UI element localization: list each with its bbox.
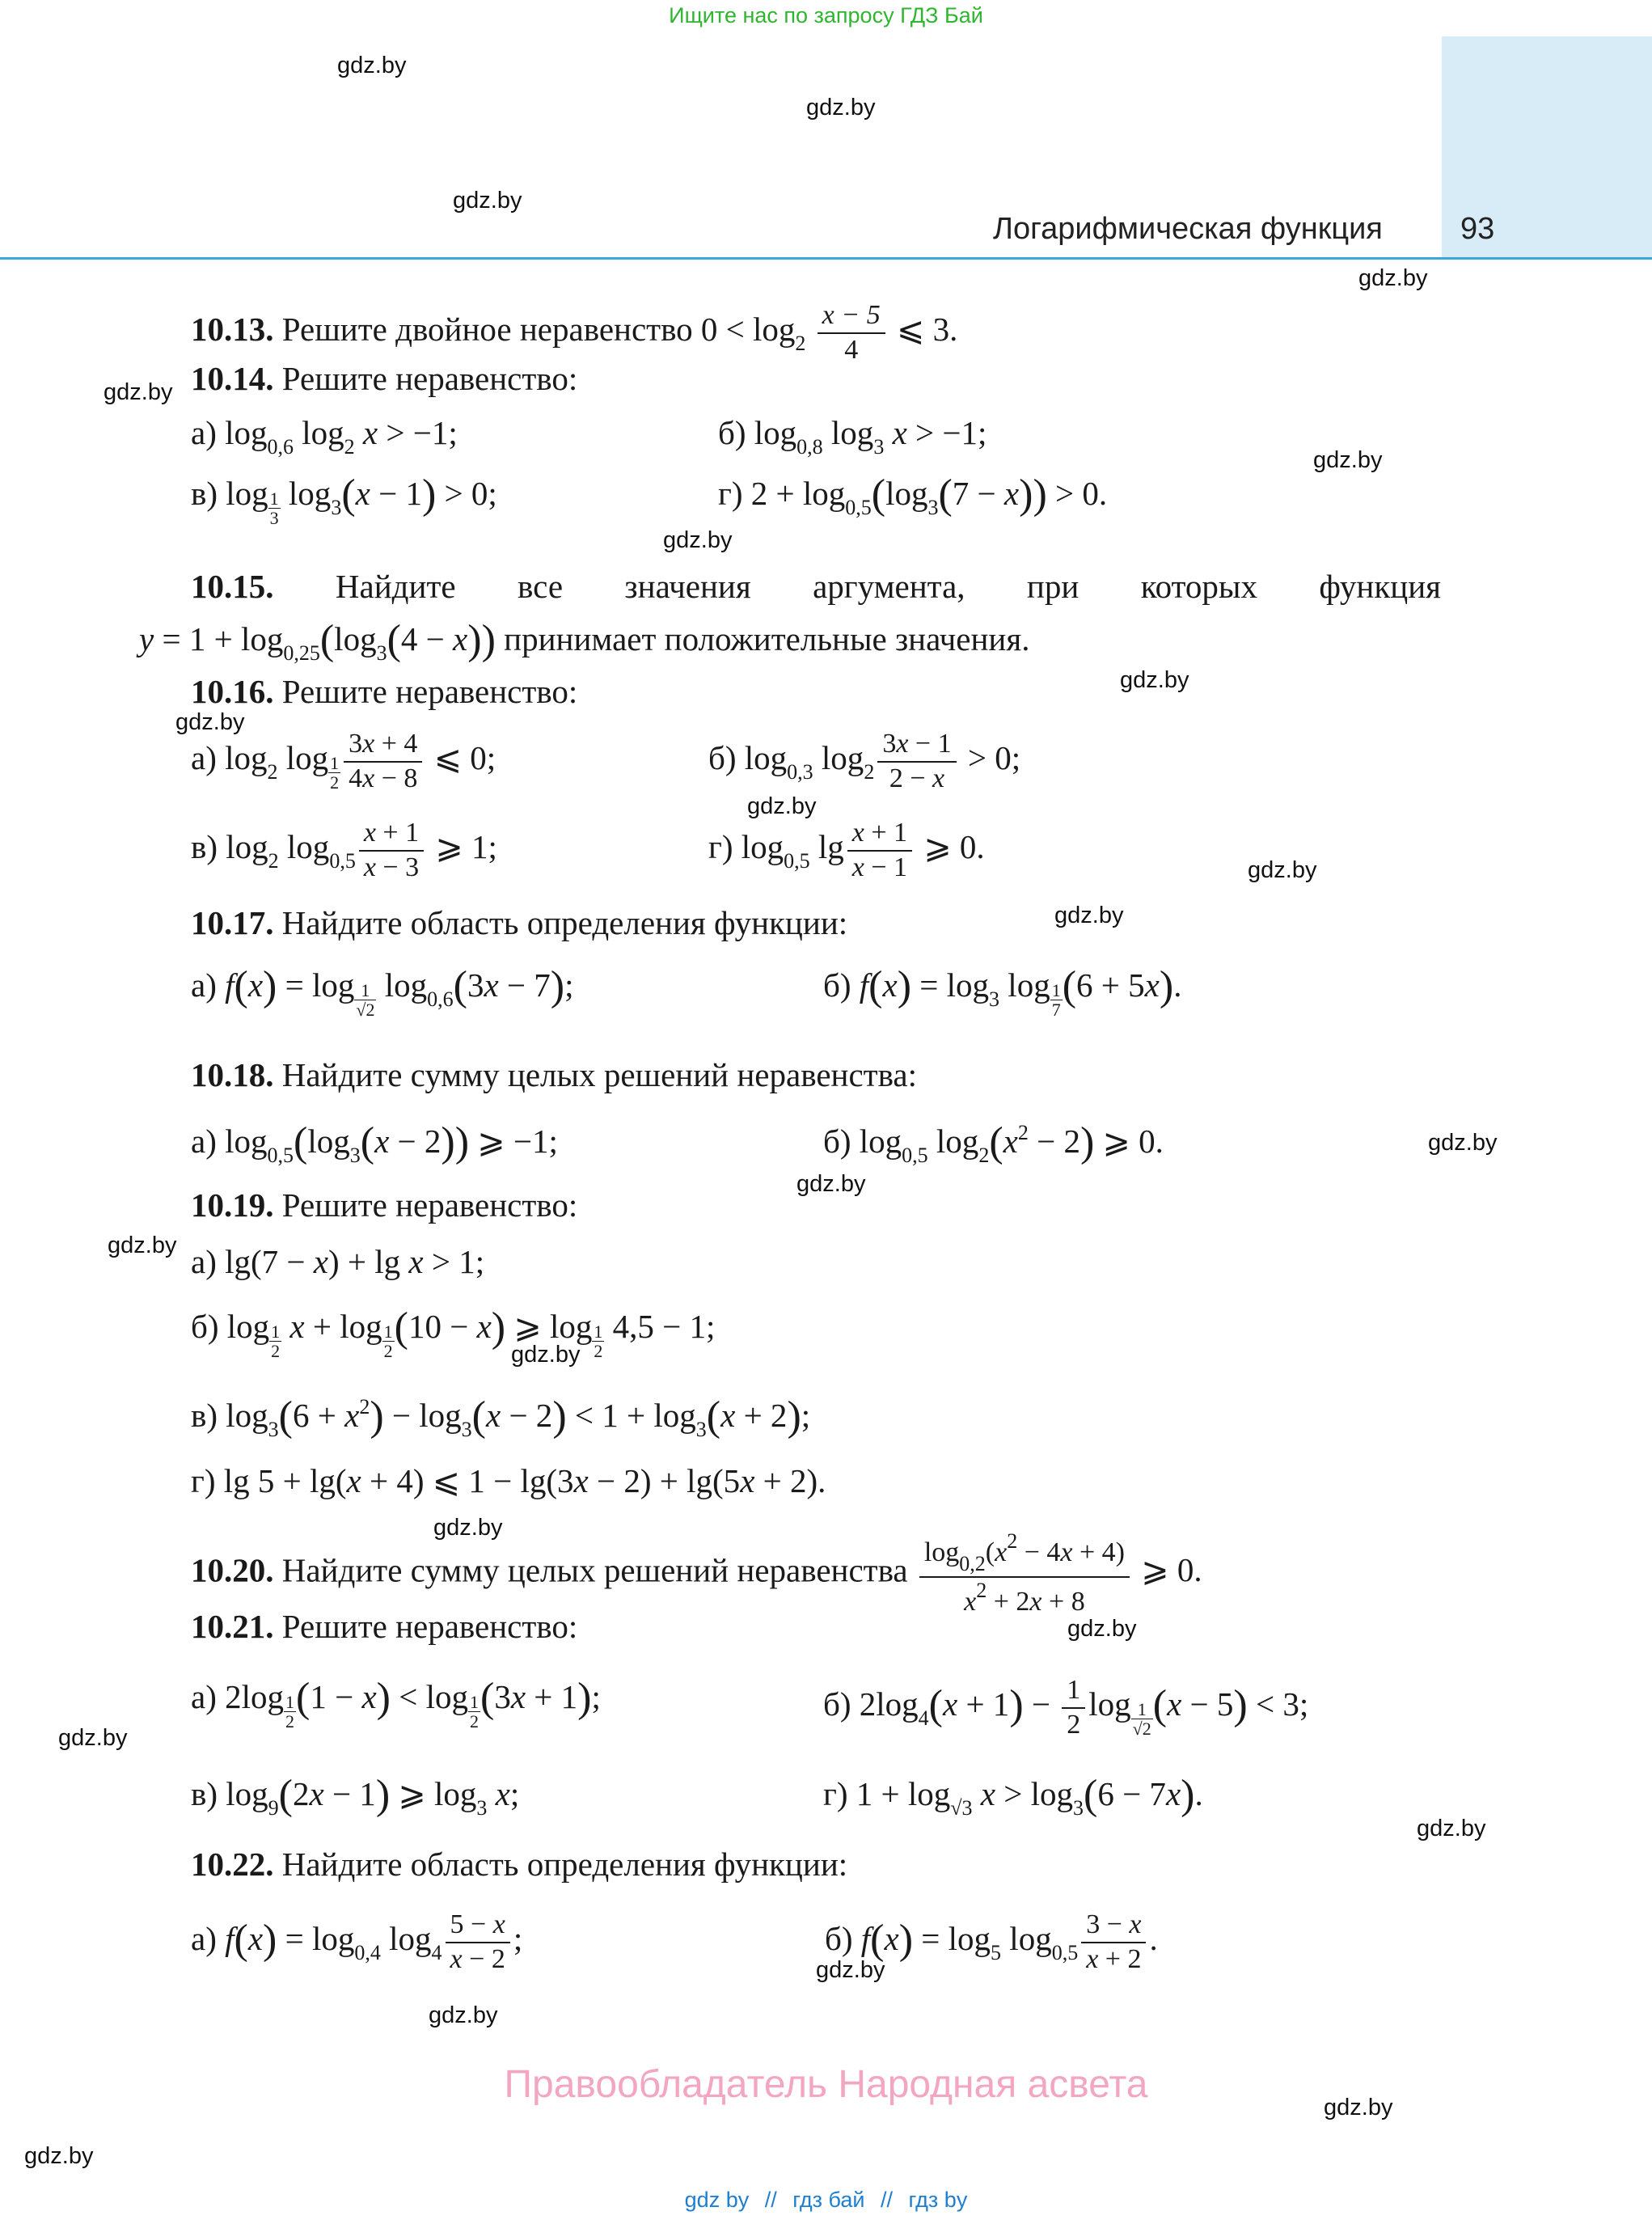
formula-item: б) $f(x) = \log_5 \log_{0,5}$ $\frac{3 - x}{x + 2}$ . [825, 1909, 1158, 1974]
formula-item: б) $\log_{0,8} \log_3 x > -1$; [718, 414, 987, 459]
formula-item: а) $f(x) = \log_{0,4} \log_4$ $\frac{5 - x}{x - 2}$ ; [191, 1909, 523, 1974]
problem-number: 10.21. [191, 1608, 274, 1645]
formula: $0 < \log_2$ $\frac{x - 5}{4}$ ⩽ 3. [700, 300, 958, 365]
watermark: gdz.by [108, 1233, 177, 1258]
watermark: gdz.by [1324, 2095, 1393, 2120]
watermark: gdz.by [511, 1342, 581, 1368]
formula-item: а) $\log_{0,5}(\log_3(x - 2))$ ⩾ −1; [191, 1119, 558, 1167]
watermark: gdz.by [58, 1725, 128, 1751]
formula-item: а) 2log $\frac{1}{2}$ (1 − x) < log $\frac{1}{2}$ (3x + 1); [191, 1675, 601, 1731]
problem-text: Решите неравенство: [281, 673, 578, 710]
running-head: Логарифмическая функция [993, 212, 1383, 246]
problem-text: Решите неравенство: [281, 1608, 578, 1645]
formula-item: б) log $\frac{1}{2}$ x + log $\frac{1}{2}$ (10 − x) ⩾ log $\frac{1}{2}$ 4,5 − 1; [191, 1304, 716, 1361]
watermark: gdz.by [1428, 1130, 1498, 1156]
problem-number: 10.16. [191, 673, 274, 710]
page-number: 93 [1460, 212, 1495, 246]
watermark: gdz.by [806, 95, 876, 121]
watermark: gdz.by [1358, 265, 1428, 291]
problem-number: 10.20. [191, 1551, 274, 1589]
problem-text: Найдите область определения функции: [281, 904, 848, 941]
problem-text: Найдите сумму целых решений неравенства [281, 1551, 908, 1589]
watermark: gdz.by [337, 53, 407, 78]
problem-10-22 [191, 1846, 847, 1884]
problem-10-18 [191, 1056, 917, 1094]
problem-text: Решите неравенство: [281, 360, 578, 397]
problem-text: Найдите сумму целых решений неравенства: [281, 1056, 917, 1093]
formula-item: а) f(x) = log $\frac{1}{√2}$ $\log_{0,6}(3x - 7)$; [191, 963, 574, 1020]
footer-separator: // [881, 2188, 894, 2212]
formula-item: в) $\log_9(2x - 1)$ ⩾ $\log_3 x$; [191, 1772, 520, 1820]
problem-number: 10.17. [191, 904, 274, 941]
watermark: gdz.by [175, 709, 245, 735]
footer-links [0, 2188, 1652, 2213]
footer-link[interactable]: гдз by [908, 2188, 968, 2212]
watermark: gdz.by [1067, 1616, 1137, 1642]
footer-link[interactable]: гдз бай [792, 2188, 865, 2212]
formula-item: г) $2 + \log_{0,5}(\log_3(7 - x)) > 0$. [718, 471, 1108, 519]
formula-item: б) $f(x) = \log_3 \log$ $\frac{1}{7}$ (6 + 5x). [823, 963, 1182, 1020]
watermark: gdz.by [663, 527, 733, 553]
formula-item: а) $\log_2 \log$ $\frac{1}{2}$ $\frac{3x + 4}{4x - 8}$ ⩽ 0; [191, 729, 496, 793]
problem-text: Решите двойное неравенство [281, 311, 693, 349]
problem-10-21 [191, 1608, 577, 1646]
problem-10-15 [191, 568, 1441, 606]
watermark: gdz.by [816, 1957, 885, 1983]
watermark: gdz.by [429, 2002, 498, 2028]
problem-text: Решите неравенство: [281, 1186, 578, 1224]
watermark: gdz.by [796, 1171, 866, 1197]
watermark: gdz.by [747, 793, 817, 819]
formula-item: б) $\log_{0,5} \log_2(x^2 - 2)$ ⩾ 0. [823, 1119, 1164, 1167]
footer-separator: // [764, 2188, 777, 2212]
footer-link[interactable]: gdz by [684, 2188, 750, 2212]
watermark: gdz.by [1054, 903, 1124, 928]
problem-10-15-cont [139, 616, 1029, 666]
problem-10-14 [191, 360, 577, 398]
problem-10-20 [191, 1528, 1202, 1619]
problem-number: 10.13. [191, 311, 274, 349]
problem-number: 10.19. [191, 1186, 274, 1224]
formula-item: г) $\log_{0,5} \lg$ $\frac{x + 1}{x - 1}$ ⩾ 0. [708, 818, 985, 882]
formula-item: б) $\log_{0,3} \log_2$ $\frac{3x - 1}{2 - x}$ > 0; [708, 729, 1021, 793]
problem-number: 10.22. [191, 1846, 274, 1883]
problem-10-13 [191, 299, 957, 367]
problem-text-cont: принимает положительные значения. [504, 620, 1030, 657]
formula-item: в) $\log_3(6 + x^2) - \log_3(x - 2) < 1 + \log_3(x + 2)$; [191, 1393, 811, 1441]
problem-10-16 [191, 673, 577, 711]
problem-number: 10.18. [191, 1056, 274, 1093]
formula-item: г) lg 5 + lg(x + 4) ⩽ 1 − lg(3x − 2) + lg(5x + 2). [191, 1462, 826, 1499]
watermark: gdz.by [453, 188, 522, 214]
problem-text: Найдите все значения аргумента, при которых функция [335, 568, 1442, 605]
problem-10-19 [191, 1186, 577, 1224]
formula: $y = 1 + \log_{0,25}(\log_3(4 - x))$ [139, 617, 496, 665]
formula: $\frac{\log_{0,2}(x^2 - 4x + 4)}{x^2 + 2x + 8}$ ⩾ 0. [916, 1551, 1202, 1588]
watermark: gdz.by [1417, 1816, 1486, 1841]
watermark: gdz.by [104, 379, 173, 405]
watermark: gdz.by [433, 1515, 503, 1541]
watermark: gdz.by [24, 2143, 94, 2169]
watermark: gdz.by [1248, 857, 1317, 883]
formula-item: а) lg(7 − x) + lg x > 1; [191, 1243, 485, 1280]
problem-number: 10.15. [191, 568, 274, 605]
formula-item: в) log $\frac{1}{3}$ $\log_3(x - 1) > 0$; [191, 471, 497, 528]
formula-item: в) $\log_2 \log_{0,5}$ $\frac{x + 1}{x - 3}$ ⩾ 1; [191, 818, 497, 882]
watermark: gdz.by [1120, 667, 1189, 693]
problem-text: Найдите область определения функции: [281, 1846, 848, 1883]
header-rule [0, 257, 1652, 260]
formula-item: г) $1 + \log_{√3} x > \log_3(6 - 7x)$. [823, 1772, 1203, 1820]
formula-item: а) $\log_{0,6} \log_2 x > -1$; [191, 414, 458, 459]
search-banner[interactable]: Ищите нас по запросу ГДЗ Бай [669, 3, 983, 27]
problem-10-17 [191, 904, 847, 942]
copyright-notice: Правообладатель Народная асвета [504, 2063, 1148, 2106]
problem-number: 10.14. [191, 360, 274, 397]
formula-item: б) $2\log_4(x + 1)$ − $\frac{1}{2}$ log $\frac{1}{√2}$ (x − 5) < 3; [823, 1675, 1309, 1740]
watermark: gdz.by [1313, 447, 1383, 473]
